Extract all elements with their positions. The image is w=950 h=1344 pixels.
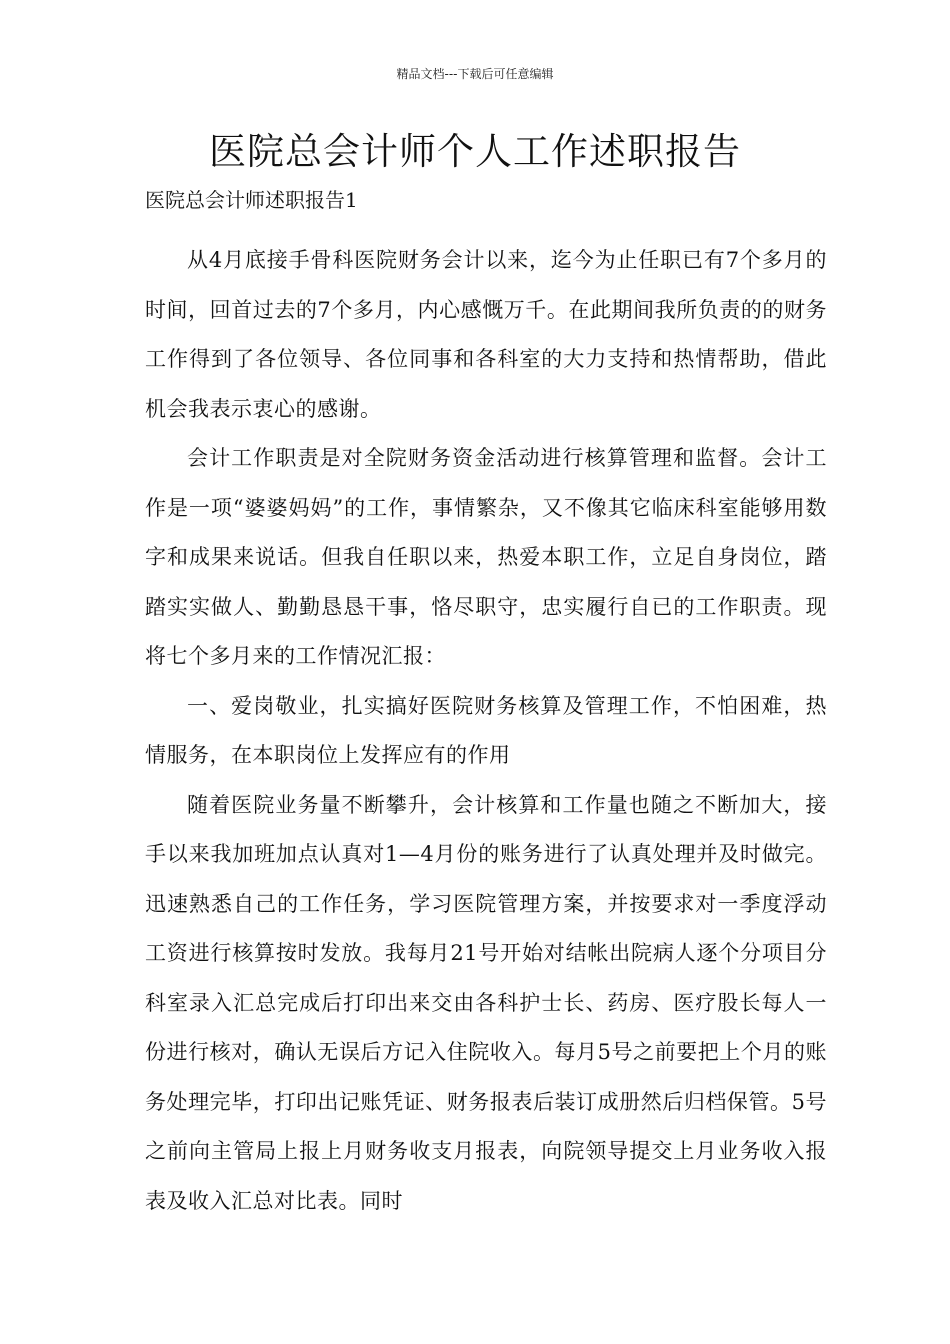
paragraph: 一、爱岗敬业，扎实搞好医院财务核算及管理工作，不怕困难，热情服务，在本职岗位上发挥应有的作用 xyxy=(145,693,827,767)
page-header: 精品文档---下载后可任意编辑 xyxy=(396,67,554,81)
document-title: 医院总会计师个人工作述职报告 xyxy=(209,130,741,173)
document-subtitle: 医院总会计师述职报告1 xyxy=(145,188,358,212)
document-body xyxy=(145,236,827,1226)
paragraph: 随着医院业务量不断攀升，会计核算和工作量也随之不断加大，接手以来我加班加点认真对1—4月份的账务进行了认真处理并及时做完。迅速熟悉自己的工作任务，学习医院管理方案，并按要求对一季度浮动工资进行核算按时发放。我每月21号开始对结帐出院病人逐个分项目分科室录入汇总完成后打印出来交由各科护士长、药房、医疗股长每人一份进行核对，确认无误后方记入住院收入。每月5号之前要把上个月的账务处理完毕，打印出记账凭证、财务报表后装订成册然后归档保管。5号之前向主管局上报上月财务收支月报表，向院领导提交上月业务收入报表及收入汇总对比表。同时 xyxy=(145,792,827,1213)
paragraph: 会计工作职责是对全院财务资金活动进行核算管理和监督。会计工作是一项“婆婆妈妈”的工作，事情繁杂，又不像其它临床科室能够用数字和成果来说话。但我自任职以来，热爱本职工作，立足自身岗位，踏踏实实做人、勤勤恳恳干事，恪尽职守，忠实履行自已的工作职责。现将七个多月来的工作情况汇报： xyxy=(145,446,827,668)
paragraph: 从4月底接手骨科医院财务会计以来，迄今为止任职已有7个多月的时间，回首过去的7个多月，内心感慨万千。在此期间我所负责的的财务工作得到了各位领导、各位同事和各科室的大力支持和热情帮助，借此机会我表示衷心的感谢。 xyxy=(145,248,827,421)
